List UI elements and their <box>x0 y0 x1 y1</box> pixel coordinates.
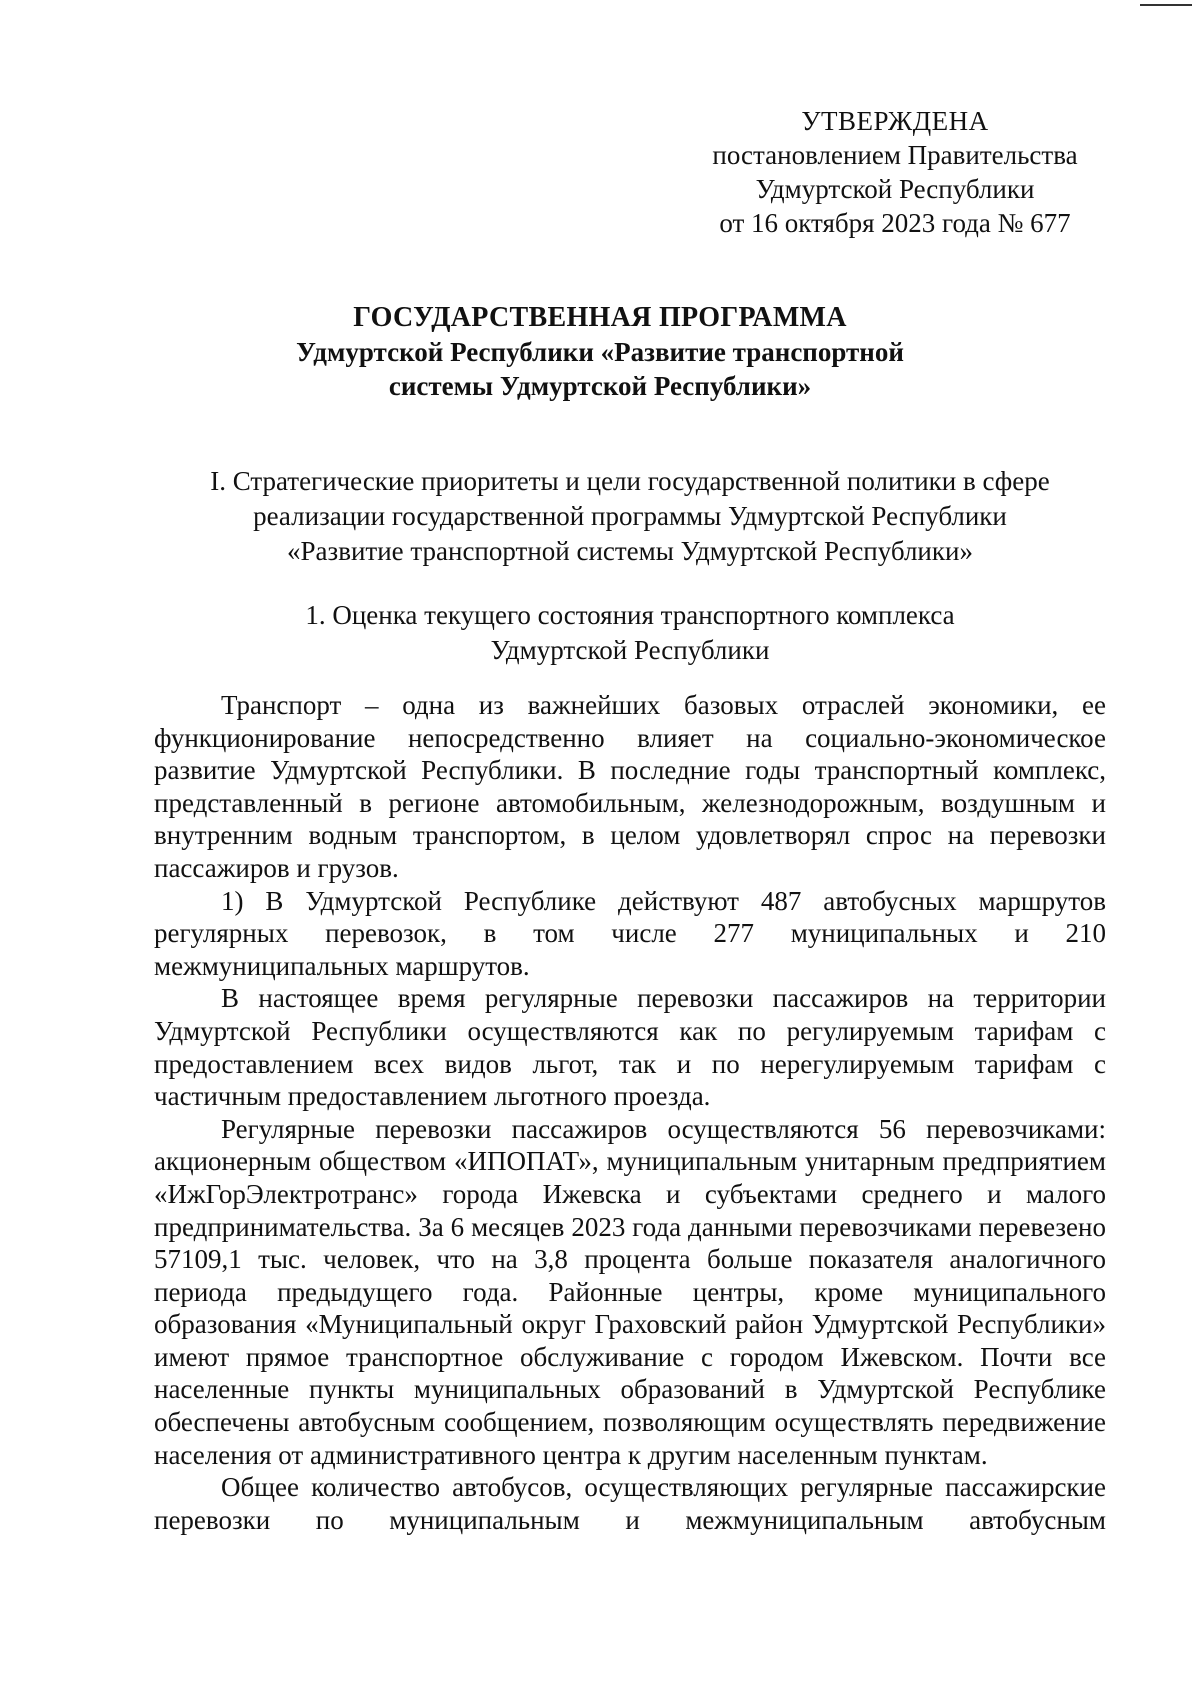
subsection-heading <box>170 598 1090 668</box>
paragraph-bus-count: Общее количество автобусов, осуществляющих регулярные пассажирские перевозки по муниципальным и межмуниципальным автобусным <box>154 1472 1106 1535</box>
page-corner-line <box>1140 4 1192 6</box>
subsection-heading-line-1: 1. Оценка текущего состояния транспортного комплекса <box>305 600 955 630</box>
approval-title: УТВЕРЖДЕНА <box>801 106 989 136</box>
approval-stamp-block <box>690 104 1100 240</box>
program-title-line-1: ГОСУДАРСТВЕННАЯ ПРОГРАММА <box>353 302 847 333</box>
paragraph-transport-overview: Транспорт – одна из важнейших базовых отраслей экономики, ее функционирование непосредственно влияет на социально-экономическое развитие Удмуртской Республики. В последние годы транспортный комплекс, представленный в регионе автомобильным, железнодорожным, воздушным и внутренним водным транспортом, в целом удовлетворял спрос на перевозки пассажиров и грузов. <box>154 690 1106 883</box>
paragraph-carriers: Регулярные перевозки пассажиров осуществляются 56 перевозчиками: акционерным обществом «ИПОПАТ», муниципальным унитарным предприятием «ИжГорЭлектротранс» города Ижевска и субъектами среднего и малого предпринимательства. За 6 месяцев 2023 года данными перевозчиками перевезено 57109,1 тыс. человек, что на 3,8 процента больше показателя аналогичного периода предыдущего года. Районные центры, кроме муниципального образования «Муниципальный округ Граховский район Удмуртской Республики» имеют прямое транспортное обслуживание с городом Ижевском. Почти все населенные пункты муниципальных образований в Удмуртской Республике обеспечены автобусным сообщением, позволяющим осуществлять передвижение населения от административного центра к другим населенным пунктам. <box>154 1113 1106 1470</box>
document-body <box>154 689 1106 1536</box>
approval-line-1: постановлением Правительства <box>712 140 1078 170</box>
program-title-block <box>150 301 1050 403</box>
section-heading-line-3: «Развитие транспортной системы Удмуртской Республики» <box>287 536 973 566</box>
program-title-line-2: Удмуртской Республики «Развитие транспортной <box>296 337 904 367</box>
paragraph-tariffs: В настоящее время регулярные перевозки пассажиров на территории Удмуртской Республики осуществляются как по регулируемым тарифам с предоставлением всех видов льгот, так и по нерегулируемым тарифам с частичным предоставлением льготного проезда. <box>154 983 1106 1112</box>
program-title-line-3: системы Удмуртской Республики» <box>388 371 812 401</box>
section-heading-line-1: I. Стратегические приоритеты и цели государственной политики в сфере <box>210 466 1050 496</box>
approval-line-3: от 16 октября 2023 года № 677 <box>719 208 1071 238</box>
section-heading-line-2: реализации государственной программы Удмуртской Республики <box>253 501 1007 531</box>
section-heading <box>170 464 1090 569</box>
approval-line-2: Удмуртской Республики <box>755 174 1035 204</box>
subsection-heading-line-2: Удмуртской Республики <box>490 635 770 665</box>
paragraph-bus-routes: 1) В Удмуртской Республике действуют 487 автобусных маршрутов регулярных перевозок, в том числе 277 муниципальных и 210 межмуниципальных маршрутов. <box>154 885 1106 981</box>
